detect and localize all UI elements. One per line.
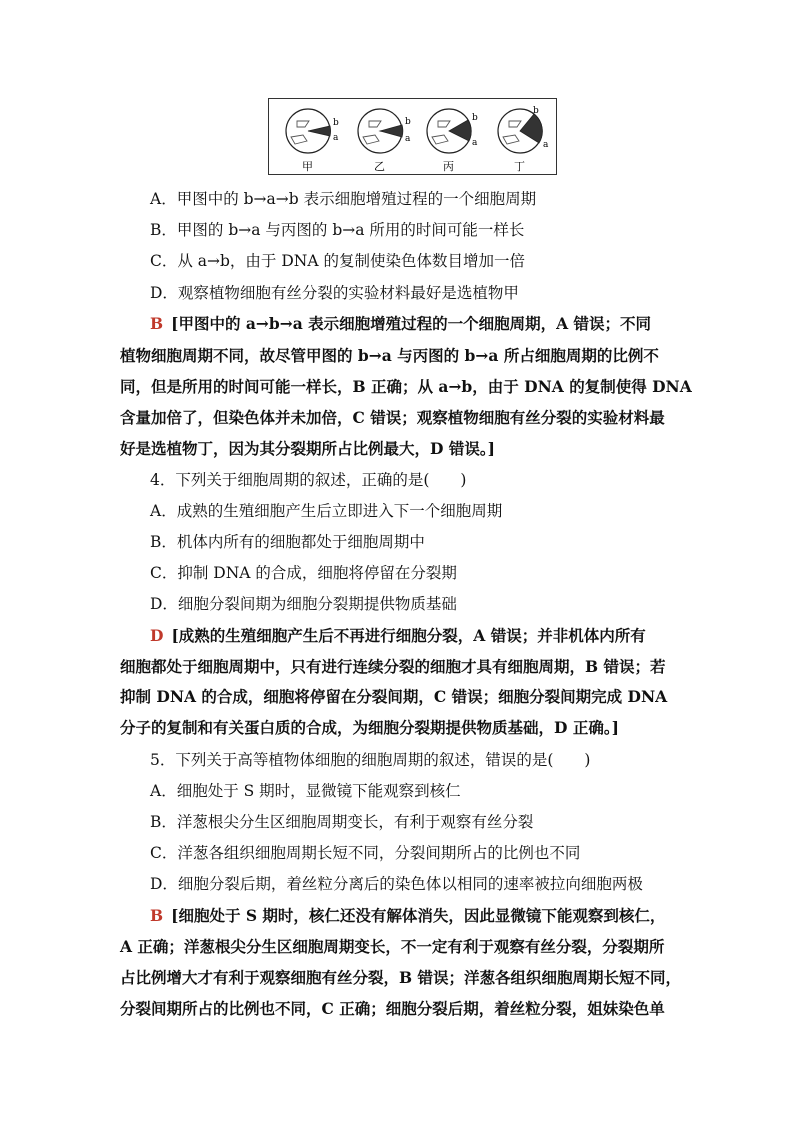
pie-jia (286, 109, 339, 173)
pie-ding (498, 106, 549, 173)
pie-bing (427, 109, 478, 173)
q5-answer-line-2: A 正确；洋葱根尖分生区细胞周期变长，不一定有利于观察有丝分裂，分裂期所 (120, 937, 665, 956)
q4-option-b: B．机体内所有的细胞都处于细胞周期中 (150, 533, 425, 551)
label-a-yi: a (405, 134, 411, 144)
q3-answer-line-2: 植物细胞周期不同，故尽管甲图的 b→a 与丙图的 b→a 所占细胞周期的比例不 (120, 346, 659, 365)
q4-answer-text-1: [成熟的生殖细胞产生后不再进行细胞分裂，A 错误；并非机体内所有 (171, 626, 646, 645)
q3-answer-line-4: 含量加倍了，但染色体并未加倍，C 错误；观察植物细胞有丝分裂的实验材料最 (120, 408, 665, 427)
label-b-yi: b (405, 117, 411, 127)
label-b-bing: b (472, 113, 478, 123)
panel-label-jia: 甲 (302, 160, 313, 173)
q4-stem: 4．下列关于细胞周期的叙述，正确的是( ) (150, 471, 467, 489)
q5-answer-line-1 (150, 905, 665, 927)
cell-cycle-figure (268, 98, 557, 175)
q4-answer-line-3: 抑制 DNA 的合成，细胞将停留在分裂间期，C 错误；细胞分裂间期完成 DNA (120, 687, 668, 706)
label-a-bing: a (472, 138, 478, 148)
cell-cycle-diagrams (269, 99, 558, 176)
q5-option-a: A．细胞处于 S 期时，显微镜下能观察到核仁 (150, 782, 461, 800)
q5-stem: 5．下列关于高等植物体细胞的细胞周期的叙述，错误的是( ) (150, 751, 591, 769)
label-b-jia: b (333, 118, 339, 128)
q4-option-a: A．成熟的生殖细胞产生后立即进入下一个细胞周期 (150, 502, 503, 520)
q3-option-b: B．甲图的 b→a 与丙图的 b→a 所用的时间可能一样长 (150, 221, 525, 239)
q3-answer-letter: B (150, 314, 164, 333)
q3-option-d: D．观察植物细胞有丝分裂的实验材料最好是选植物甲 (150, 284, 519, 302)
q5-answer-line-3: 占比例增大才有利于观察细胞有丝分裂，B 错误；洋葱各组织细胞周期长短不同， (120, 968, 681, 987)
panel-label-ding: 丁 (514, 160, 525, 173)
q5-option-d: D．细胞分裂后期，着丝粒分离后的染色体以相同的速率被拉向细胞两极 (150, 875, 643, 893)
q4-option-c: C．抑制 DNA 的合成，细胞将停留在分裂期 (150, 564, 457, 582)
label-b-ding: b (533, 106, 539, 116)
panel-label-bing: 丙 (443, 160, 454, 173)
q5-answer-line-4: 分裂间期所占的比例也不同，C 正确；细胞分裂后期，着丝粒分裂，姐妹染色单 (120, 999, 665, 1018)
panel-label-yi: 乙 (374, 160, 385, 173)
q5-answer-text-1: [细胞处于 S 期时，核仁还没有解体消失，因此显微镜下能观察到核仁， (171, 906, 666, 925)
q3-option-c: C．从 a→b，由于 DNA 的复制使染色体数目增加一倍 (150, 252, 525, 270)
q4-answer-letter: D (150, 626, 164, 645)
q5-answer-letter: B (150, 906, 164, 925)
q3-option-a: A．甲图中的 b→a→b 表示细胞增殖过程的一个细胞周期 (150, 190, 537, 208)
q3-answer-line-3: 同，但是所用的时间可能一样长，B 正确；从 a→b，由于 DNA 的复制使得 DNA (120, 377, 692, 396)
label-a-jia: a (333, 133, 339, 143)
q3-answer-line-5: 好是选植物丁，因为其分裂期所占比例最大，D 错误。] (120, 439, 495, 458)
q4-answer-line-2: 细胞都处于细胞周期中，只有进行连续分裂的细胞才具有细胞周期，B 错误；若 (120, 657, 666, 676)
label-a-ding: a (543, 140, 549, 150)
q4-answer-line-1 (150, 625, 646, 647)
q3-answer-line-1 (150, 313, 651, 335)
q4-option-d: D．细胞分裂间期为细胞分裂期提供物质基础 (150, 595, 457, 613)
q3-answer-text-1: [甲图中的 a→b→a 表示细胞增殖过程的一个细胞周期，A 错误；不同 (171, 314, 652, 333)
q4-answer-line-4: 分子的复制和有关蛋白质的合成，为细胞分裂期提供物质基础，D 正确。] (120, 718, 619, 737)
q5-option-b: B．洋葱根尖分生区细胞周期变长，有利于观察有丝分裂 (150, 813, 534, 831)
pie-yi (358, 109, 411, 173)
q5-option-c: C．洋葱各组织细胞周期长短不同，分裂间期所占的比例也不同 (150, 844, 581, 862)
